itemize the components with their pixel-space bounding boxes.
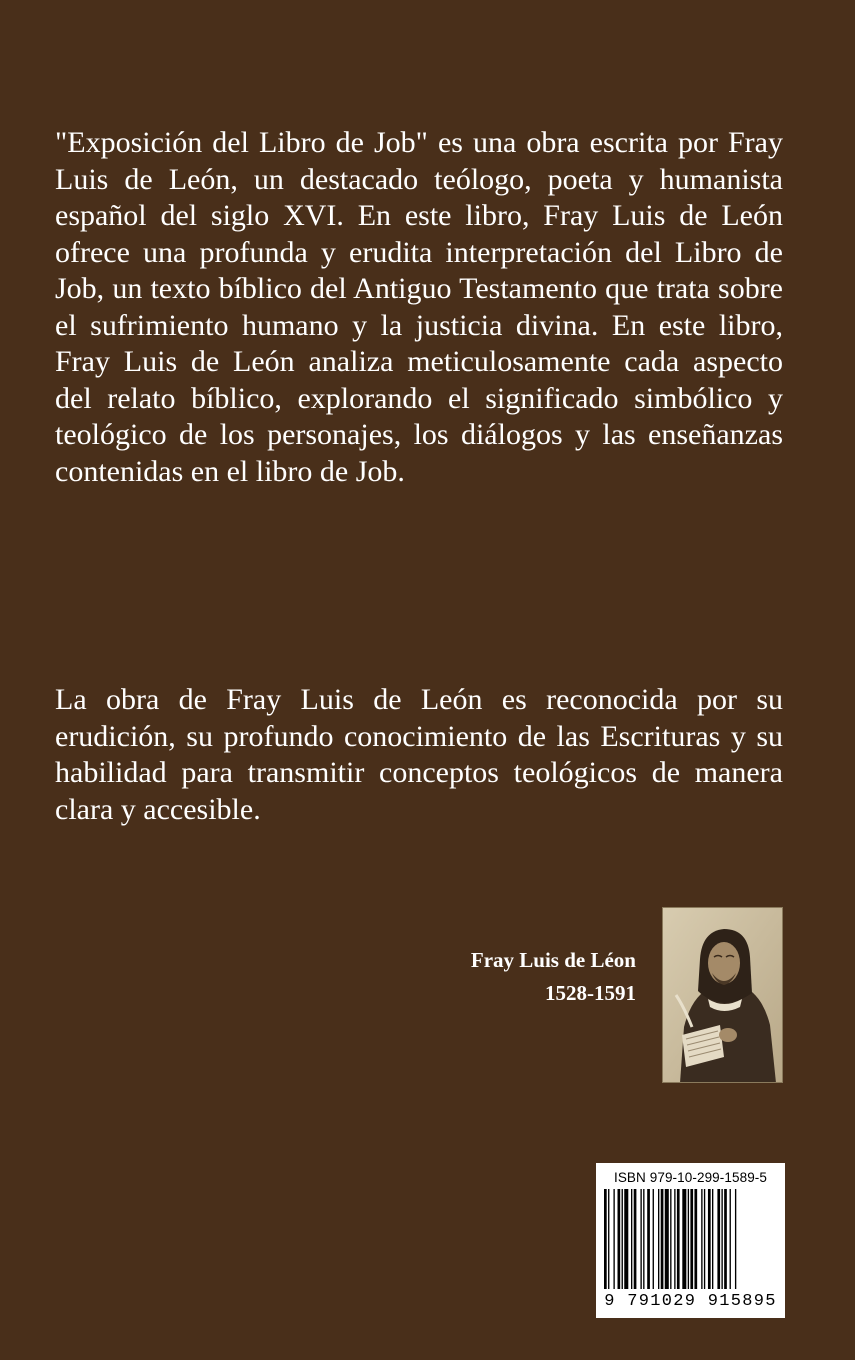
barcode-bar [690, 1189, 693, 1289]
isbn-barcode [596, 1163, 785, 1318]
barcode-bar [701, 1189, 702, 1289]
barcode-bar [677, 1189, 680, 1289]
barcode-bar [730, 1189, 731, 1289]
barcode-bar [724, 1189, 727, 1289]
barcode-bar [658, 1189, 659, 1289]
barcode-bar [665, 1189, 669, 1289]
barcode-bar [721, 1189, 722, 1289]
author-years: 1528-1591 [545, 981, 636, 1005]
barcode-bar [674, 1189, 675, 1289]
barcode-bar [717, 1189, 720, 1289]
barcode-bar [647, 1189, 650, 1289]
barcode-digits: 9 791029 915895 [604, 1292, 777, 1311]
barcode-bar [640, 1189, 641, 1289]
barcode-bar [704, 1189, 705, 1289]
author-name: Fray Luis de Léon [470, 948, 636, 972]
barcode-bars [596, 1189, 785, 1291]
barcode-bar [604, 1189, 607, 1289]
barcode-bar [735, 1189, 736, 1289]
barcode-bar [712, 1189, 713, 1289]
barcode-bar [688, 1189, 689, 1289]
barcode-bar [634, 1189, 637, 1289]
barcode-bar [694, 1189, 697, 1289]
barcode-bar [708, 1189, 711, 1289]
portrait-engraving [662, 907, 783, 1083]
barcode-bar [661, 1189, 664, 1289]
description-paragraph-2: La obra de Fray Luis de León es reconocida por su erudición, su profundo conocimiento de las Escrituras y su habilidad para transmitir conceptos teológicos de manera clara y accesible. [55, 683, 783, 826]
author-caption [471, 944, 636, 1010]
barcode-bar [643, 1189, 644, 1289]
barcode-bar [653, 1189, 654, 1289]
isbn-label: ISBN 979-10-299-1589-5 [613, 1170, 768, 1185]
author-portrait [662, 907, 783, 1083]
barcode-bar [631, 1189, 632, 1289]
barcode-bar [608, 1189, 609, 1289]
barcode-bar [613, 1189, 614, 1289]
barcode-bar [622, 1189, 623, 1289]
barcode-bar [682, 1189, 686, 1289]
barcode-bar [618, 1189, 621, 1289]
barcode-bar [624, 1189, 628, 1289]
description-paragraph-1: "Exposición del Libro de Job" es una obra escrita por Fray Luis de León, un destacado teólogo, poeta y humanista español del siglo XVI. En este libro, Fray Luis de León ofrece una profunda y erudita interpretación del Libro de Job, un texto bíblico del Antiguo Testamento que trata sobre el sufrimiento humano y la justicia divina. En este libro, Fray Luis de León analiza meticulosamente cada aspecto del relato bíblico, explorando el significado simbólico y teológico de los personajes, los diálogos y las enseñanzas contenidas en el libro de Job. [55, 126, 783, 488]
barcode-bar [670, 1189, 671, 1289]
